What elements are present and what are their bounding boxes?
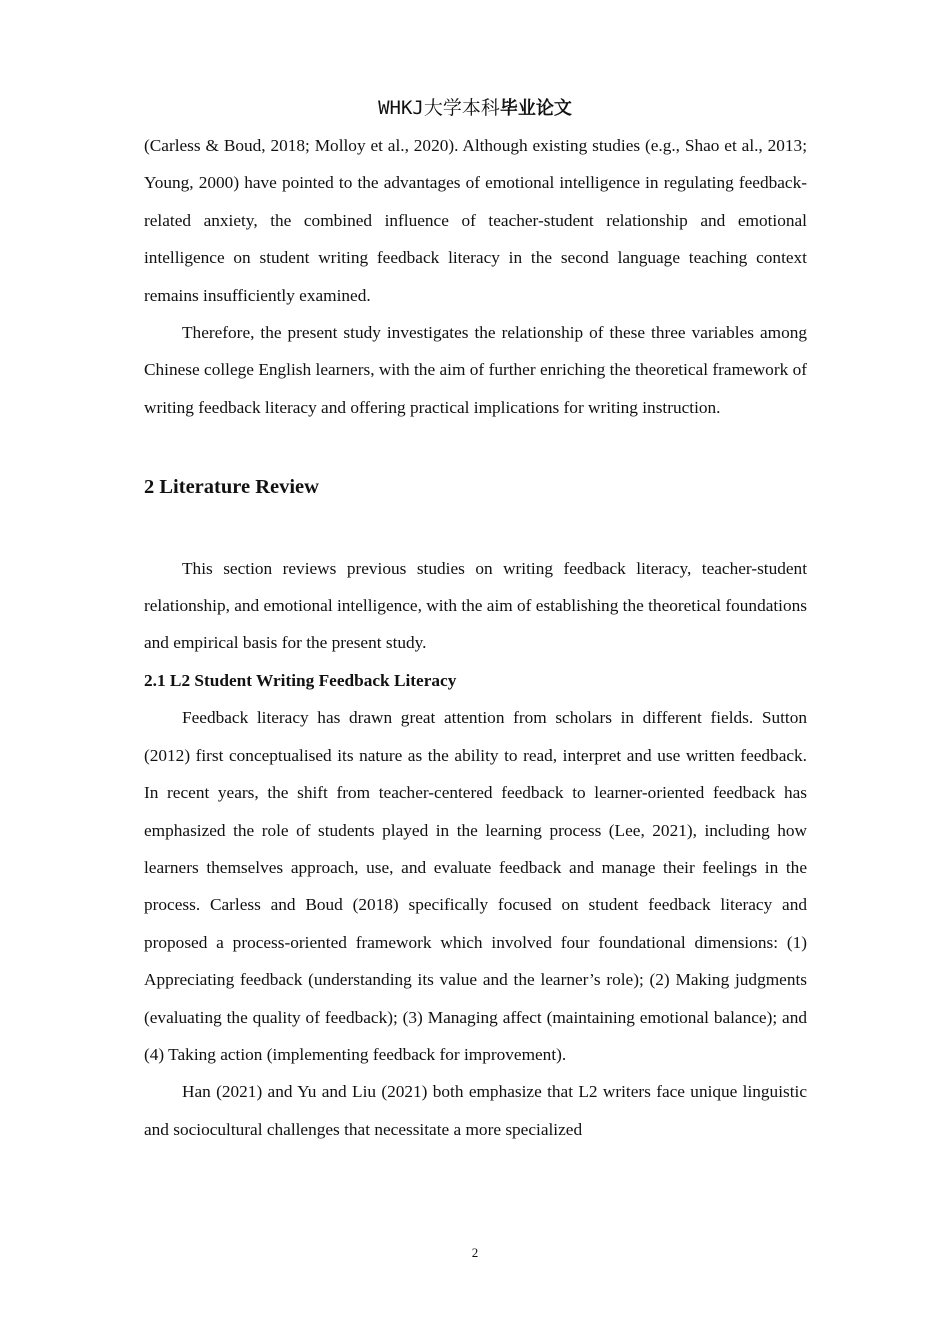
paragraph-intro-continuation: (Carless & Boud, 2018; Molloy et al., 2020). Although existing studies (e.g., Shao et al., 2013; Young, 2000) have pointed to the advantages of emotional intelligence in regulating feedback-related anxiety, the combined influence of teacher-student relationship and emotional intelligence on student writing feedback literacy in the second language teaching context remains insufficiently examined.	[144, 136, 807, 305]
paragraph-section-overview: This section reviews previous studies on writing feedback literacy, teacher-student relationship, and emotional intelligence, with the aim of establishing the theoretical foundations and empirical basis for the present study.	[144, 558, 807, 653]
header-title-main: WHKJ大学本科	[378, 97, 500, 119]
spacer	[144, 426, 807, 469]
section-heading: 2 Literature Review	[144, 476, 319, 499]
paragraph-study-aim: Therefore, the present study investigates the relationship of these three variables among Chinese college English learners, with the aim of further enriching the theoretical framework of writing feedback literacy and offering practical implications for writing instruction.	[144, 323, 807, 417]
header-title-bold: 毕业论文	[499, 98, 572, 119]
paragraph-feedback-literacy: Feedback literacy has drawn great attention from scholars in different fields. Sutton (2012) first conceptualised its nature as the ability to read, interpret and use written feedback. In recent years, the shift from teacher-centered feedback to learner-oriented feedback has emphasized the role of students played in the learning process (Lee, 2021), including how learners themselves approach, use, and evaluate feedback and manage their feelings in the process. Carless and Boud (2018) specifically focused on student feedback literacy and proposed a process-oriented framework which involved four foundational dimensions: (1) Appreciating feedback (understanding its value and the learner’s role); (2) Making judgments (evaluating the quality of feedback); (3) Managing affect (maintaining emotional balance); and (4) Taking action (implementing feedback for improvement).	[144, 708, 807, 1064]
page-number: 2	[471, 1245, 479, 1260]
subsection-heading: 2.1 L2 Student Writing Feedback Literacy	[144, 670, 457, 690]
paragraph-l2-writers: Han (2021) and Yu and Liu (2021) both emphasize that L2 writers face unique linguistic and sociocultural challenges that necessitate a more specialized	[144, 1082, 807, 1139]
spacer	[144, 507, 807, 550]
page-header	[0, 93, 950, 123]
page-body	[144, 127, 807, 1148]
